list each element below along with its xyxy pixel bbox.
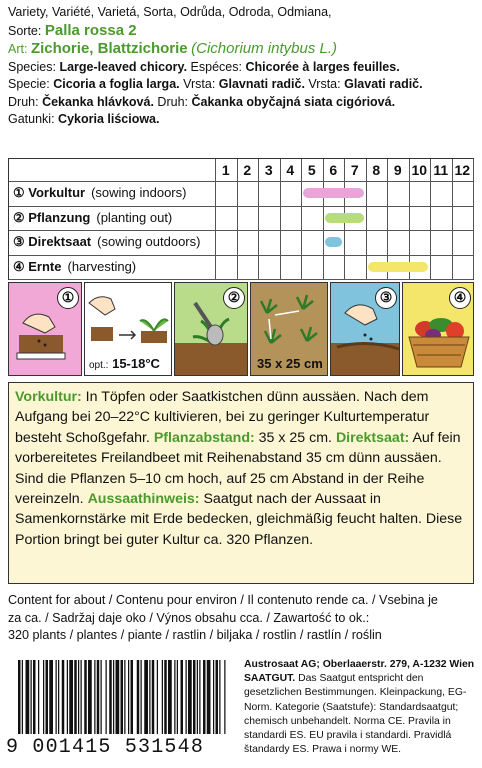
- barcode-bar: [56, 660, 57, 734]
- barcode-bar: [106, 660, 107, 734]
- barcode-bar: [188, 660, 192, 734]
- month-header-1: 1: [221, 162, 230, 178]
- barcode-bar: [137, 660, 140, 734]
- barcode-bar: [197, 660, 198, 734]
- aussaathinweis-heading: Aussaathinweis:: [87, 491, 200, 508]
- variety-header: [8, 4, 474, 129]
- barcode-bar: [49, 660, 53, 734]
- especes-label: Espéces:: [190, 59, 242, 74]
- sorte-value: Palla rossa 2: [44, 21, 137, 39]
- grid-vline: [323, 159, 324, 279]
- barcode-bar: [31, 660, 32, 734]
- barcode-bar: [22, 660, 23, 734]
- month-header-3: 3: [264, 162, 273, 178]
- barcode-bar: [69, 660, 73, 734]
- barcode-bar: [78, 660, 79, 734]
- barcode-bar: [224, 660, 225, 734]
- barcode-bar: [121, 660, 124, 734]
- month-header-2: 2: [243, 162, 252, 178]
- saatgut-body: Das Saatgut entspricht den gesetzlichen Bestimmungen. Kleinpackung, EG-Norm. Kategorie (Saatstufe): Standardsaatgut; chemisch unbehandelt. Norma CE. Pravila in standardi ES. EU pravila i standardi. Pravidlá štandardy ES. Prawa i normy WE.: [244, 673, 467, 756]
- barcode-bar: [116, 660, 120, 734]
- picture-germination: [84, 282, 172, 376]
- barcode-bar: [113, 660, 114, 734]
- barcode-bar: [174, 660, 175, 734]
- barcode-bar: [181, 660, 184, 734]
- barcode-bar: [164, 660, 167, 734]
- barcode-bar: [149, 660, 150, 734]
- barcode-bar: [157, 660, 158, 734]
- sorte-label: Sorte:: [8, 23, 42, 38]
- grid-vline: [301, 159, 302, 279]
- art-label: Art:: [8, 42, 28, 56]
- company-name: Austrosaat AG; Oberlaaerstr. 279, A-1232 Wien: [244, 659, 475, 670]
- barcode-bar: [38, 660, 39, 734]
- barcode-bar: [81, 660, 82, 734]
- druh1-label: Druh:: [8, 94, 39, 109]
- barcode-bar: [124, 660, 125, 734]
- step-number-3: ③: [375, 287, 397, 309]
- opt-label: opt.:: [89, 360, 109, 371]
- vrsta2-value: Glavati radič.: [344, 77, 423, 91]
- grid-vline: [237, 159, 238, 279]
- direktsaat-text: Auf fein vorbereitetes Freilandbeet mit Reihenabstand 35 cm dünn aussäen. Sind die Pflanzen 5–10 cm hoch, auf 25 cm Abstand in der Reihe vereinzeln.: [15, 429, 461, 508]
- calendar-bar-3: [325, 237, 343, 247]
- company-info: [244, 658, 476, 757]
- direktsaat-heading: Direktsaat:: [335, 429, 410, 446]
- grid-vline: [430, 159, 431, 279]
- art-value: Zichorie, Blattzichorie: [30, 40, 188, 57]
- content-line-1: Content for about / Contenu pour environ / Il contenuto rende ca. / Vsebina je: [8, 593, 438, 607]
- barcode-bar: [207, 660, 211, 734]
- gatunki-value: Cykoria liściowa.: [58, 112, 160, 126]
- calendar-bar-2: [325, 213, 364, 223]
- grid-vline: [366, 159, 367, 279]
- step-number-1: ①: [57, 287, 79, 309]
- content-line-3: 320 plants / plantes / piante / rastlin / biljaka / rostlin / rastlín / roślin: [8, 628, 382, 642]
- barcode-digits: 9 001415 531548: [6, 736, 205, 759]
- barcode-bar: [62, 660, 65, 734]
- barcode-bar: [88, 660, 92, 734]
- especes-value: Chicorée à larges feuilles.: [245, 59, 400, 74]
- pflanzabstand-text: 35 x 25 cm.: [254, 429, 336, 446]
- month-header-5: 5: [307, 162, 316, 178]
- druh2-label: Druh:: [157, 94, 188, 109]
- barcode-bar: [162, 660, 163, 734]
- barcode-bar: [67, 660, 68, 734]
- art-latin: (Cichorium intybus L.): [191, 40, 338, 57]
- instruction-pictures: [8, 282, 474, 376]
- step-number-2: ②: [223, 287, 245, 309]
- species-value: Large-leaved chicory.: [59, 59, 188, 74]
- barcode-bar: [101, 660, 102, 734]
- content-line-2: za ca. / Sadržaj daje oko / Výnos obsahu cca. / Zawartość to ok.:: [8, 610, 370, 625]
- barcode-bar: [144, 660, 148, 734]
- content-amount: [8, 592, 476, 645]
- variety-line: Variety, Variété, Varietá, Sorta, Odrůda, Odroda, Odmiana,: [8, 5, 332, 19]
- month-header-11: 11: [433, 162, 449, 178]
- specie-label: Specie:: [8, 77, 50, 91]
- month-header-7: 7: [350, 162, 359, 178]
- grid-hline: [9, 279, 473, 280]
- barcode-bar: [141, 660, 142, 734]
- temperature-label: [89, 356, 160, 371]
- barcode-bar: [94, 660, 95, 734]
- row-name: ④ Ernte: [13, 258, 62, 274]
- picture-direct-sowing: [330, 282, 400, 376]
- aussaathinweis-text: Saatgut nach der Aussaat in Samenkornstärke mit Erde bedecken, gleichmäßig feucht halten. Diese Portion bringt bei guter Kultur ca. 320 Pflanzen.: [15, 491, 463, 548]
- druh1-value: Čekanka hlávková.: [42, 94, 154, 109]
- cultivation-instructions: [8, 382, 474, 584]
- barcode-bar: [128, 660, 129, 734]
- grid-vline: [473, 159, 474, 279]
- sowing-calendar: [8, 158, 474, 280]
- barcode-bar: [177, 660, 178, 734]
- barcode-bar: [26, 660, 30, 734]
- barcode-bar: [152, 660, 155, 734]
- month-header-12: 12: [454, 162, 471, 178]
- grid-vline: [215, 159, 216, 279]
- barcode-bar: [84, 660, 87, 734]
- picture-harvest: [402, 282, 474, 376]
- gatunki-label: Gatunki:: [8, 112, 55, 126]
- picture-spacing: [250, 282, 328, 376]
- vrsta1-value: Glavnati radič.: [218, 77, 305, 91]
- barcode-bar: [168, 660, 172, 734]
- species-label: Species:: [8, 59, 56, 74]
- opt-value: 15-18°C: [112, 356, 160, 371]
- calendar-bar-1: [303, 188, 364, 198]
- barcode-bar: [18, 660, 21, 734]
- vrsta1-label: Vrsta:: [183, 77, 216, 91]
- picture-sowing-indoors: [8, 282, 82, 376]
- druh2-value: Čakanka obyčajná siata cigóriová.: [191, 94, 396, 109]
- barcode-bar: [58, 660, 59, 734]
- grid-vline: [280, 159, 281, 279]
- month-header-8: 8: [372, 162, 381, 178]
- vorkultur-text: In Töpfen oder Saatkistchen dünn aussäen. Nach dem Aufgang bei 20–22°C kultivieren, bei zu geringer Kulturtemperatur besteht Schoßgefahr.: [15, 389, 430, 446]
- row-subtitle: (sowing indoors): [91, 185, 187, 200]
- step-number-4: ④: [449, 287, 471, 309]
- row-subtitle: (harvesting): [67, 258, 137, 274]
- barcode-bar: [109, 660, 112, 734]
- barcode-bar: [74, 660, 77, 734]
- barcode-bar: [213, 660, 214, 734]
- row-name: ③ Direktsaat: [13, 234, 92, 249]
- grid-vline: [452, 159, 453, 279]
- barcode-bar: [216, 660, 219, 734]
- barcode-bar: [186, 660, 187, 734]
- saatgut-text: [244, 672, 476, 757]
- calendar-row-label-3: [13, 230, 200, 254]
- calendar-row-label-1: [13, 181, 186, 205]
- calendar-row-label-2: [13, 206, 172, 230]
- barcode-bar: [97, 660, 100, 734]
- row-name: ② Pflanzung: [13, 209, 91, 225]
- spacing-label: 35 x 25 cm: [257, 356, 323, 371]
- barcode-bar: [131, 660, 134, 734]
- month-header-6: 6: [329, 162, 338, 178]
- month-header-9: 9: [393, 162, 402, 178]
- specie-value: Cicoria a foglia larga.: [53, 77, 180, 91]
- barcode-bar: [193, 660, 196, 734]
- barcode-bar: [33, 660, 36, 734]
- calendar-bar-4: [368, 262, 429, 272]
- barcode-bar: [203, 660, 206, 734]
- row-subtitle: (sowing outdoors): [97, 234, 201, 249]
- barcode-bar: [199, 660, 200, 734]
- pflanzabstand-heading: Pflanzabstand:: [153, 429, 255, 446]
- saatgut-label: SAATGUT.: [244, 673, 296, 685]
- row-subtitle: (planting out): [96, 209, 173, 225]
- barcode-bar: [43, 660, 44, 734]
- calendar-row-label-4: [13, 255, 136, 279]
- month-header-4: 4: [286, 162, 295, 178]
- vorkultur-heading: Vorkultur:: [15, 389, 82, 405]
- picture-planting-out: [174, 282, 248, 376]
- grid-vline: [258, 159, 259, 279]
- month-header-10: 10: [411, 162, 428, 178]
- row-name: ① Vorkultur: [13, 185, 86, 200]
- barcode-bar: [46, 660, 49, 734]
- barcode-bar: [219, 660, 220, 734]
- vrsta2-label: Vrsta:: [308, 77, 341, 91]
